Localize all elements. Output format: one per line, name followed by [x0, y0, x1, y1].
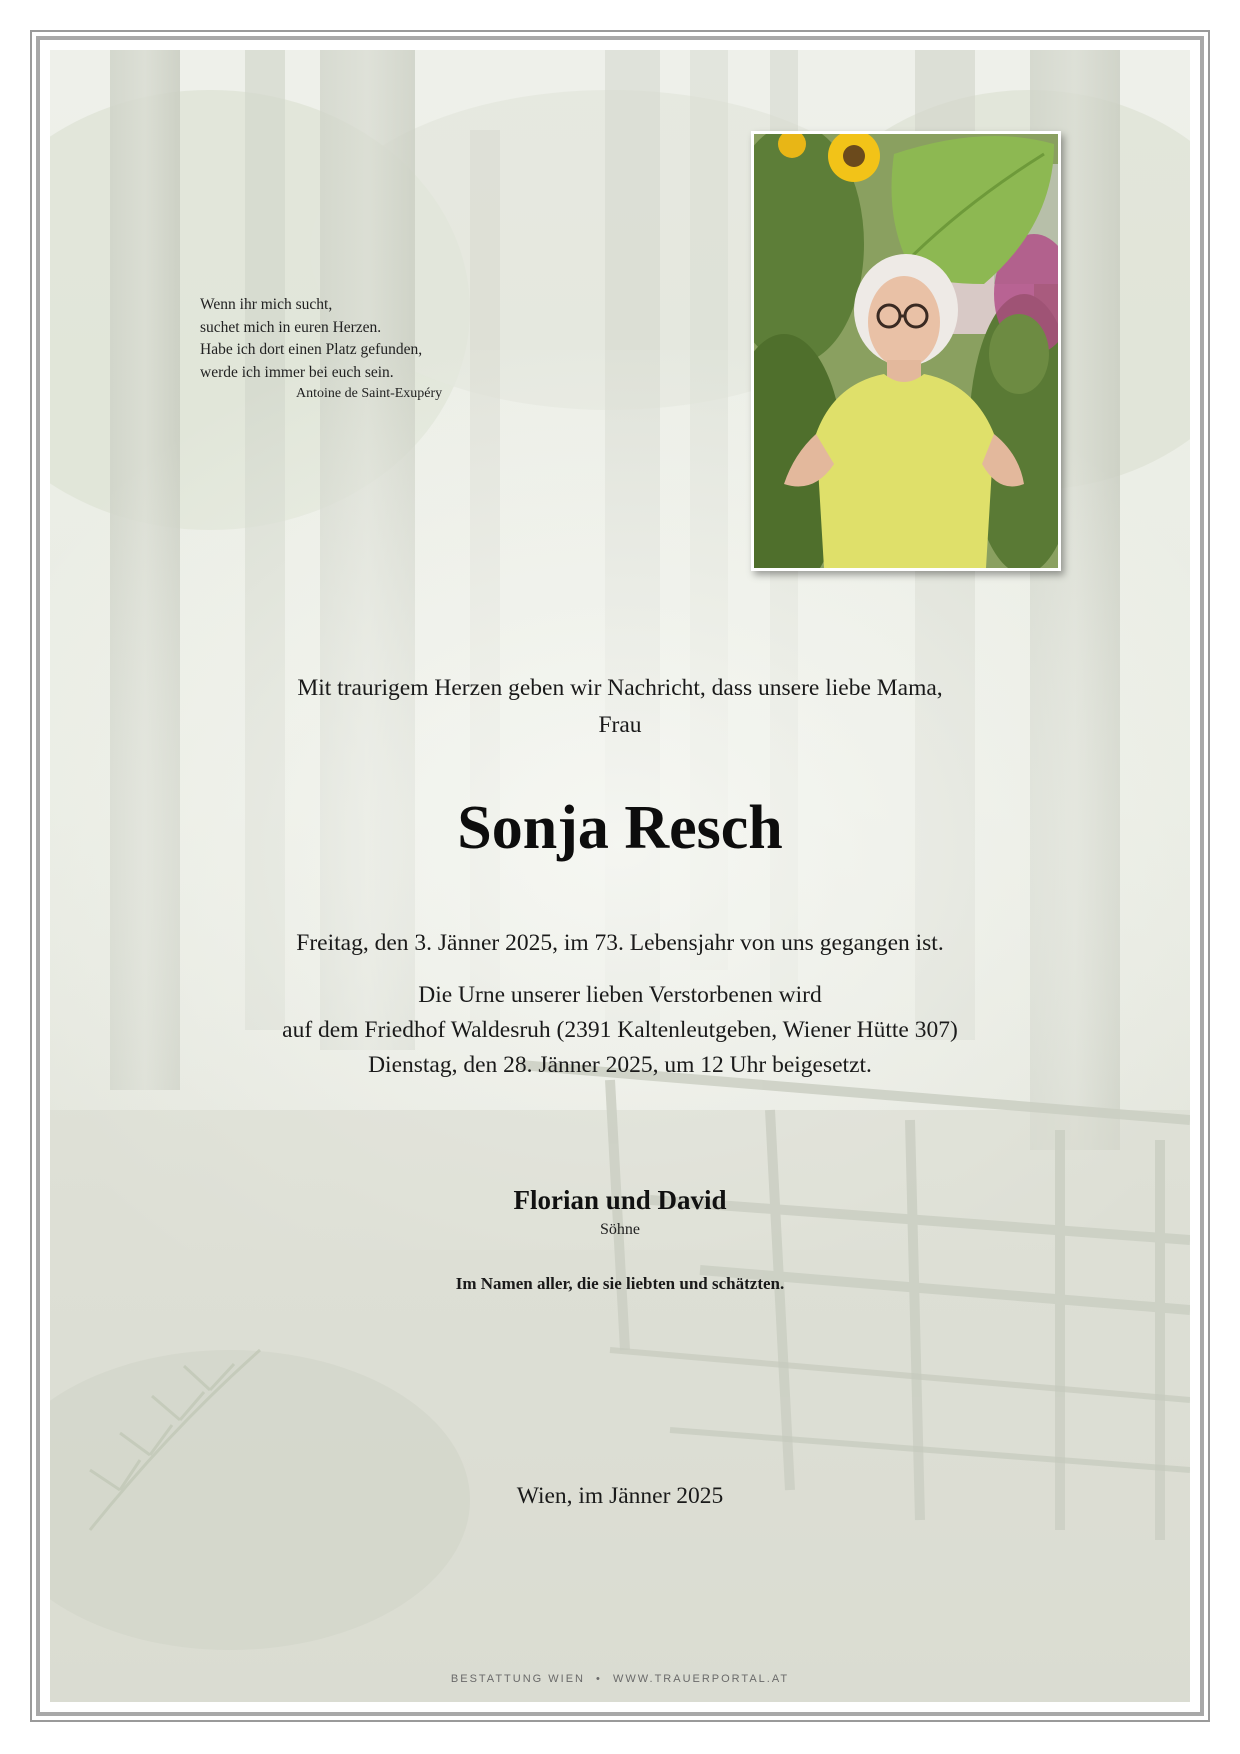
quote-author: Antoine de Saint-Exupéry: [296, 386, 443, 401]
mourner-names: Florian und David: [513, 1185, 727, 1215]
burial-line: Dienstag, den 28. Jänner 2025, um 12 Uhr beigesetzt.: [368, 1052, 872, 1078]
quote-line: werde ich immer bei euch sein.: [200, 363, 394, 381]
death-notice: Freitag, den 3. Jänner 2025, im 73. Lebensjahr von uns gegangen ist.: [296, 930, 944, 956]
footer-website-link[interactable]: WWW.TRAUERPORTAL.AT: [612, 1673, 790, 1685]
burial-line: auf dem Friedhof Waldesruh (2391 Kaltenleutgeben, Wiener Hütte 307): [282, 1017, 958, 1043]
portrait-photo: [754, 134, 1058, 568]
intro-text: Mit traurigem Herzen geben wir Nachricht, dass unsere liebe Mama,: [297, 675, 943, 701]
bullet-icon: •: [596, 1673, 602, 1685]
footer: [50, 1671, 1190, 1687]
closing-line: Im Namen aller, die sie liebten und schätzten.: [455, 1274, 785, 1293]
portrait-photo-frame: [751, 131, 1061, 571]
burial-line: Die Urne unserer lieben Verstorbenen wird: [418, 982, 822, 1008]
quote-line: suchet mich in euren Herzen.: [200, 318, 382, 336]
place-and-date: Wien, im Jänner 2025: [516, 1483, 724, 1509]
deceased-name: Sonja Resch: [457, 794, 783, 862]
salutation: Frau: [598, 712, 642, 738]
burial-details: [50, 978, 1190, 1083]
quote-line: Habe ich dort einen Platz gefunden,: [200, 341, 423, 358]
quote-block: [200, 294, 500, 384]
footer-brand: BESTATTUNG WIEN: [450, 1673, 585, 1685]
mourner-relation: Söhne: [600, 1221, 640, 1238]
quote-line: Wenn ihr mich sucht,: [200, 296, 333, 313]
